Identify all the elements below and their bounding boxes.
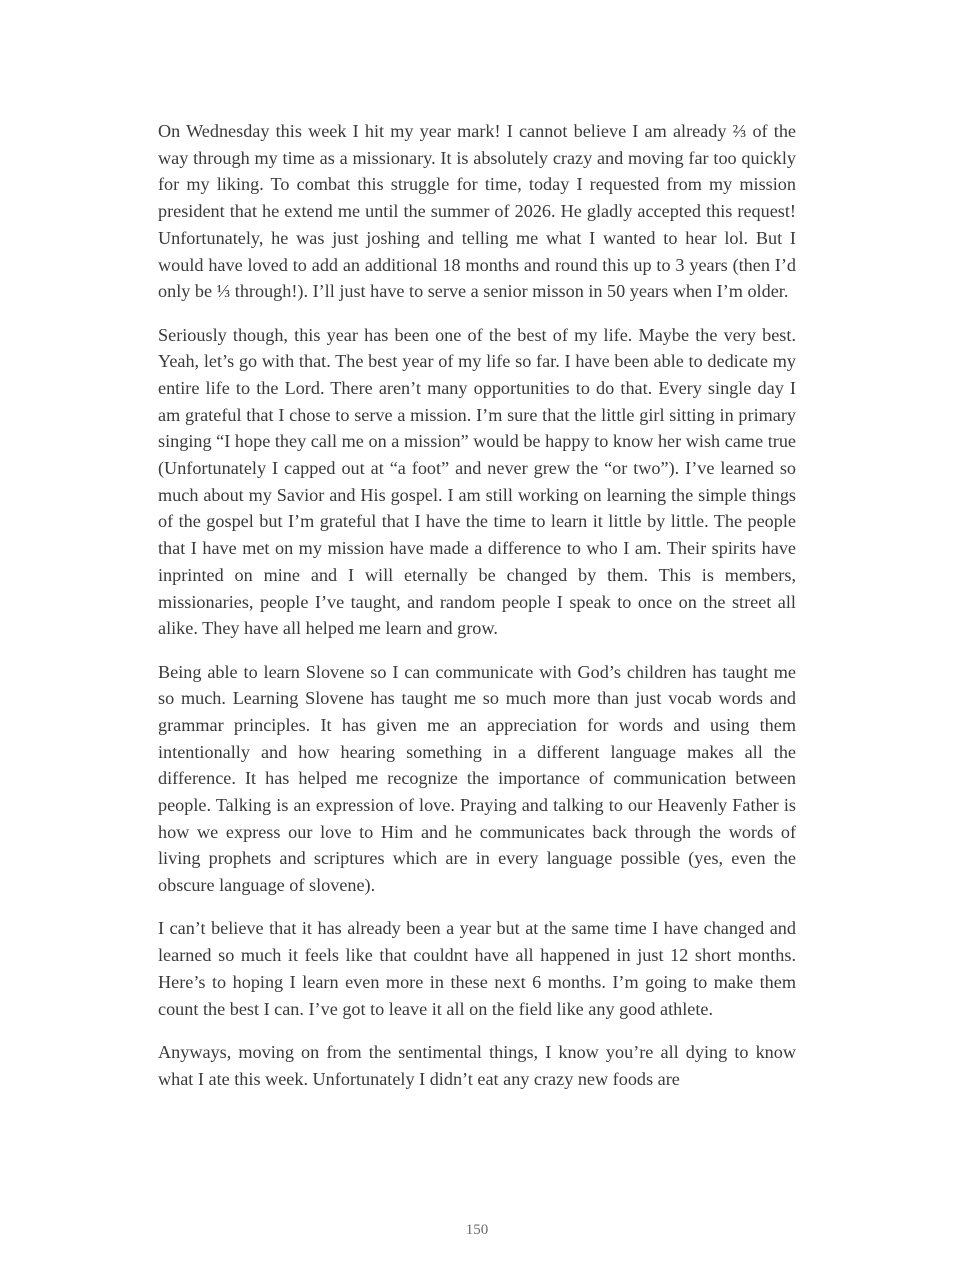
- paragraph-4: I can’t believe that it has already been a year but at the same time I have changed and learned so much it feels like that couldnt have all happened in just 12 short months. Here’s to hoping I learn even more in these next 6 months. I’m going to make them count the best I can. I’ve got to leave it all on the field like any good athlete.: [158, 918, 796, 1019]
- page-number: 150: [465, 1222, 489, 1238]
- body-text: [158, 118, 796, 1109]
- paragraph-2: Seriously though, this year has been one of the best of my life. Maybe the very best. Yeah, let’s go with that. The best year of my life so far. I have been able to dedicate my entire life to the Lord. There aren’t many opportunities to do that. Every single day I am grateful that I chose to serve a mission. I’m sure that the little girl sitting in primary singing “I hope they call me on a mission” would be happy to know her wish came true (Unfortunately I capped out at “a foot” and never grew the “or two”). I’ve learned so much about my Savior and His gospel. I am still working on learning the simple things of the gospel but I’m grateful that I have the time to learn it little by little. The people that I have met on my mission have made a difference to who I am. Their spirits have inprinted on mine and I will eternally be changed by them. This is members, missionaries, people I’ve taught, and random people I speak to once on the street all alike. They have all helped me learn and grow.: [158, 324, 796, 639]
- paragraph-3: Being able to learn Slovene so I can communicate with God’s children has taught me so much. Learning Slovene has taught me so much more than just vocab words and grammar principles. It has given me an appreciation for words and using them intentionally and how hearing something in a different language makes all the difference. It has helped me recognize the importance of communication between people. Talking is an expression of love. Praying and talking to our Heavenly Father is how we express our love to Him and he communicates back through the words of living prophets and scriptures which are in every language possible (yes, even the obscure language of slovene).: [158, 661, 796, 896]
- paragraph-5: Anyways, moving on from the sentimental things, I know you’re all dying to know what I ate this week. Unfortunately I didn’t eat any crazy new foods are: [158, 1041, 796, 1089]
- paragraph-1: On Wednesday this week I hit my year mark! I cannot believe I am already ⅔ of the way through my time as a missionary. It is absolutely crazy and moving far too quickly for my liking. To combat this struggle for time, today I requested from my mission president that he extend me until the summer of 2026. He gladly accepted this request! Unfortunately, he was just joshing and telling me what I wanted to hear lol. But I would have loved to add an additional 18 months and round this up to 3 years (then I’d only be ⅓ through!). I’ll just have to serve a senior misson in 50 years when I’m older.: [158, 121, 796, 302]
